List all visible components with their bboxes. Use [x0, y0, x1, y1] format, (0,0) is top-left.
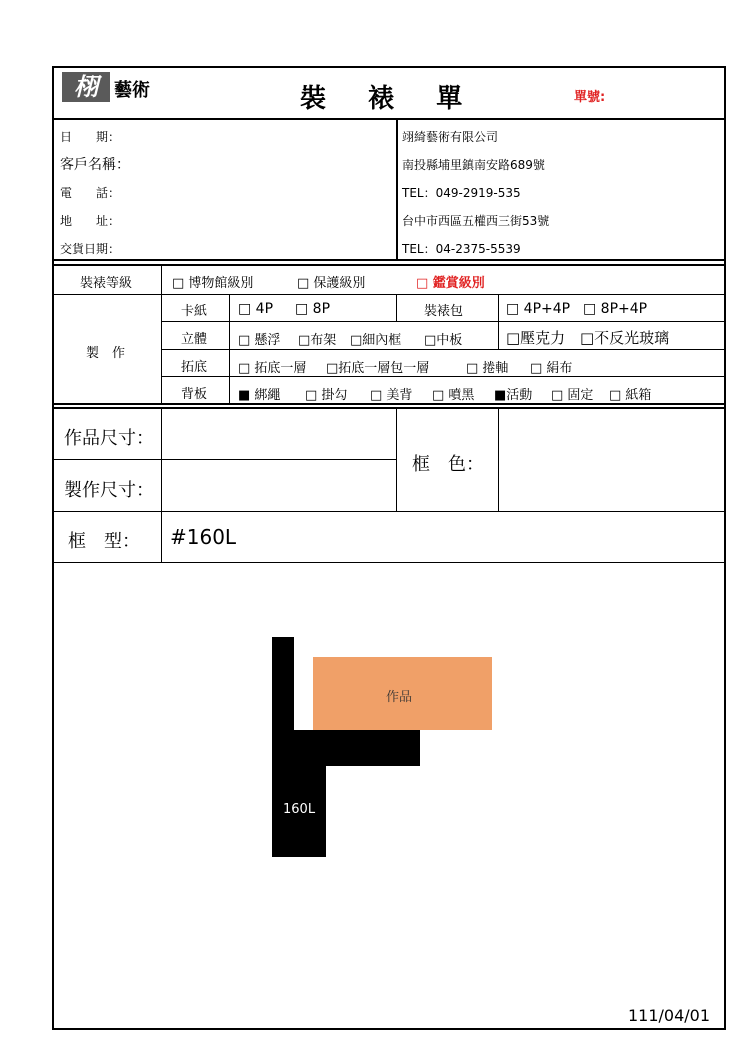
footer-date: 111/04/01 [628, 1006, 711, 1025]
logo-text: 藝術 [114, 80, 150, 101]
board-rope-checkbox[interactable]: ■ 綁繩 [238, 388, 281, 403]
phone-label: 電 話： [60, 186, 121, 200]
solid-antiglare-glass-checkbox[interactable]: □不反光玻璃 [580, 329, 670, 347]
solid-acrylic-checkbox[interactable]: □壓克力 [506, 329, 566, 347]
board-nice-back-checkbox[interactable]: □ 美背 [370, 388, 413, 403]
backing-one-layer-wrap-checkbox[interactable]: □拓底一層包一層 [326, 361, 430, 376]
date-label: 日 期： [60, 130, 121, 144]
frame-type-value: #160L [170, 525, 237, 549]
board-black-spray-checkbox[interactable]: □ 噴黑 [432, 388, 475, 403]
card-label: 卡紙 [181, 304, 208, 319]
grade-protection-checkbox[interactable]: □ 保護級別 [297, 276, 366, 291]
solid-label: 立體 [181, 332, 208, 347]
company-tel-2: TEL：04-2375-5539 [402, 242, 521, 256]
solid-middle-board-checkbox[interactable]: □中板 [424, 333, 463, 348]
address-label: 地 址： [60, 214, 121, 228]
production-label: 製 作 [86, 346, 126, 361]
card-8p-checkbox[interactable]: □ 8P [295, 301, 331, 317]
profile-label: 160L [283, 802, 316, 817]
company-address-1: 南投縣埔里鎮南安路689號 [402, 158, 545, 172]
board-movable-checkbox[interactable]: ■活動 [494, 388, 533, 403]
frame-color-label: 框 色： [412, 454, 484, 475]
mount-8p4p-checkbox[interactable]: □ 8P+4P [583, 301, 648, 317]
frame-type-label: 框 型： [68, 531, 140, 552]
frame-profile-horizontal [294, 730, 420, 766]
solid-cloth-frame-checkbox[interactable]: □布架 [298, 333, 337, 348]
order-number-label: 單號: [574, 90, 606, 105]
form-border [52, 66, 726, 1030]
work-size-label: 作品尺寸： [64, 428, 154, 449]
board-hook-checkbox[interactable]: □ 掛勾 [305, 388, 348, 403]
frame-profile-vertical [272, 637, 294, 857]
card-4p-checkbox[interactable]: □ 4P [238, 301, 274, 317]
mount-4p4p-checkbox[interactable]: □ 4P+4P [506, 301, 571, 317]
logo-icon: 栩 [62, 72, 110, 102]
solid-thin-inner-frame-checkbox[interactable]: □細內框 [350, 333, 402, 348]
solid-float-checkbox[interactable]: □ 懸浮 [238, 333, 281, 348]
board-label: 背板 [181, 387, 208, 402]
grade-museum-checkbox[interactable]: □ 博物館級別 [172, 276, 254, 291]
board-paper-box-checkbox[interactable]: □ 紙箱 [609, 388, 652, 403]
company-name: 翊綺藝術有限公司 [402, 130, 499, 144]
company-address-2: 台中市西區五權西三街53號 [402, 214, 550, 228]
form-title: 裝 裱 單 [300, 84, 471, 114]
grade-label: 裝裱等級 [80, 276, 133, 291]
customer-name-label: 客戶名稱： [60, 157, 130, 173]
artwork-label: 作品 [386, 690, 413, 705]
mount-label: 裝裱包 [424, 304, 464, 319]
backing-label: 拓底 [181, 360, 208, 375]
delivery-date-label: 交貨日期： [60, 242, 121, 256]
make-size-label: 製作尺寸： [64, 480, 154, 501]
backing-silk-checkbox[interactable]: □ 絹布 [530, 361, 573, 376]
board-fixed-checkbox[interactable]: □ 固定 [551, 388, 594, 403]
backing-one-layer-checkbox[interactable]: □ 拓底一層 [238, 361, 307, 376]
grade-appreciation-checkbox[interactable]: □ 鑑賞級別 [416, 276, 485, 291]
backing-scroll-checkbox[interactable]: □ 捲軸 [466, 361, 509, 376]
company-tel-1: TEL：049-2919-535 [402, 186, 521, 200]
